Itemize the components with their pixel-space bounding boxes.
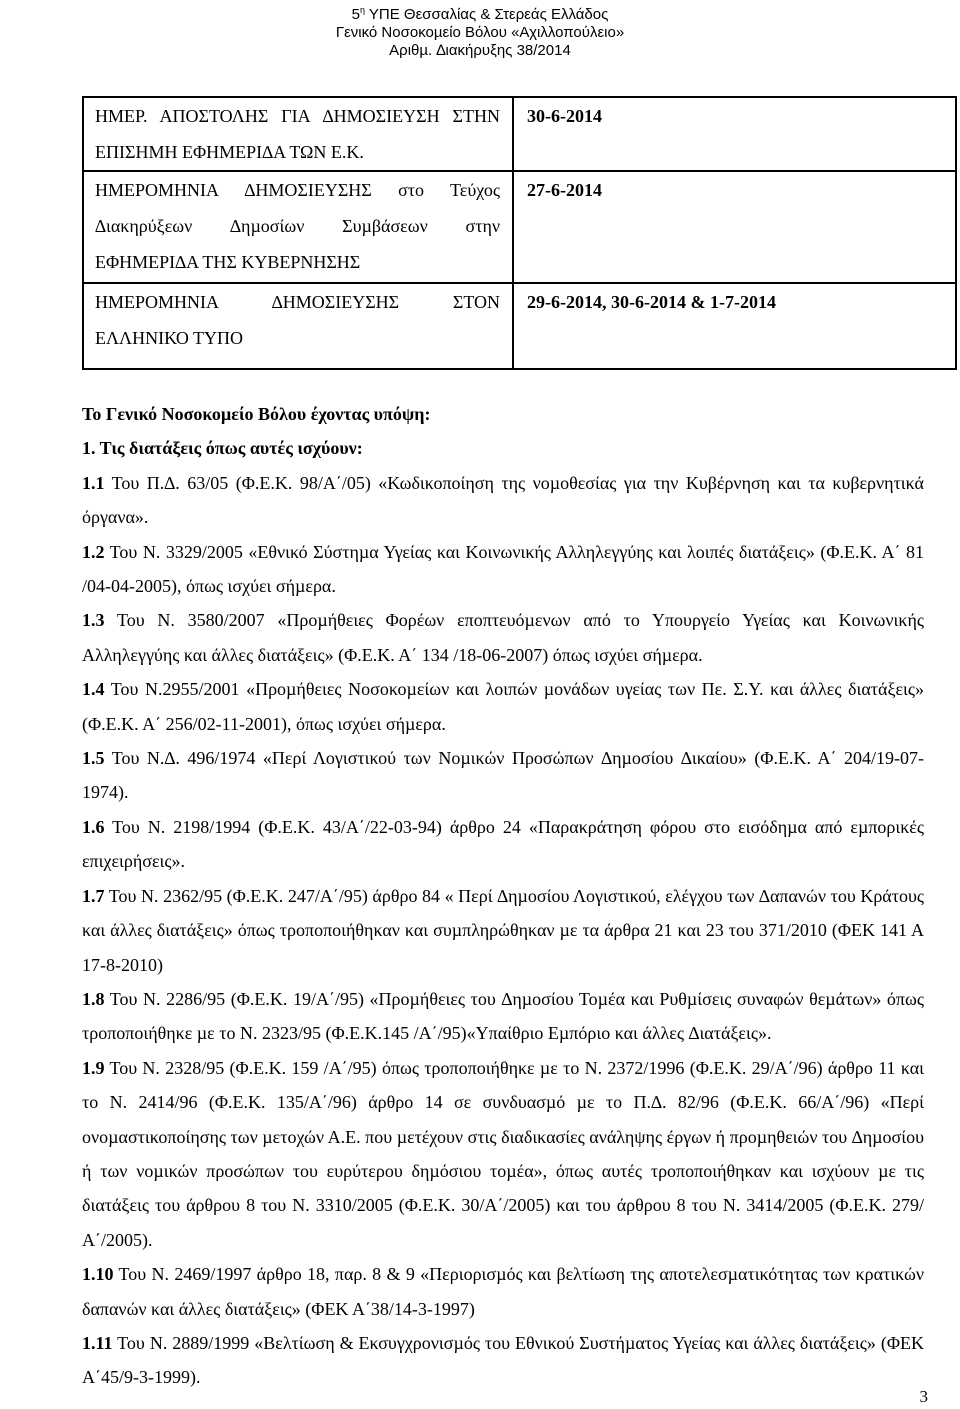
list-item: 1.3 Του Ν. 3580/2007 «Προµήθειες Φορέων εποπτευόµενων από το Υπουργείο Υγείας και Κοινωνικής Αλληλεγγύης και άλλες διατάξεις» (Φ.Ε.Κ. Α΄ 134 /18-06-2007) όπως ισχύει σήµερα. [82,610,924,665]
list-item: 1.8 Του Ν. 2286/95 (Φ.Ε.Κ. 19/Α΄/95) «Προµήθειες του ∆ηµοσίου Τοµέα και Ρυθµίσεις συναφών θεµάτων» όπως τροποποιήθηκε µε το Ν. 2323/95 (Φ.Ε.Κ.145 /Α΄/95)«Υπαίθριο Εµπόριο και άλλες ∆ιατάξεις». [82,988,924,1044]
table-row [83,97,956,171]
publication-dates-table [82,96,957,370]
section-title: 1. Τις διατάξεις όπως αυτές ισχύουν: [82,438,363,459]
list-item: 1.6 Του Ν. 2198/1994 (Φ.Ε.Κ. 43/Α΄/22-03-94) άρθρο 24 «Παρακράτηση φόρου στο εισόδηµα από εµπορικές επιχειρήσεις». [82,816,924,872]
header-line-2: Γενικό Νοσοκοµείο Βόλου «Αχιλλοπούλειο» [335,24,625,41]
row-label: ΗΜΕΡΟΜΗΝΙΑ ∆ΗΜΟΣΙΕΥΣΗΣ ΣΤΟΝ ΕΛΛΗΝΙΚΟ ΤΥΠΟ [83,283,513,369]
list-item: 1.9 Του Ν. 2328/95 (Φ.Ε.Κ. 159 /Α΄/95) όπως τροποποιήθηκε µε το Ν. 2372/1996 (Φ.Ε.Κ. 29/Α΄/96) άρθρο 11 και το Ν. 2414/96 (Φ.Ε.Κ. 135/Α΄/96) άρθρο 14 σε συνδυασµό µε το Π.∆. 82/96 (Φ.Ε.Κ. 66/Α΄/96) «Περί ονοµαστικοποίησης των µετοχών Α.Ε. που µετέχουν στις διαδικασίες ανάληψης έργων ή προµηθειών του ∆ηµοσίου ή των νοµικών προσώπων του ευρύτερου δηµόσιου τοµέα», όπως αυτές τροποποιήθηκαν και ισχύουν µε τις διατάξεις του άρθρου 8 του Ν. 3310/2005 (Φ.Ε.Κ. 30/Α΄/2005) και του άρθρου 8 του Ν. 3414/2005 (Φ.Ε.Κ. 279/Α΄/2005). [82,1057,924,1250]
row-value: 30-6-2014 [513,97,956,171]
list-item: 1.11 Του Ν. 2889/1999 «Βελτίωση & Εκσυγχρονισµός του Εθνικού Συστήµατος Υγείας και άλλες διατάξεις» (ΦΕΚ Α΄45/9-3-1999). [82,1332,924,1388]
table-row [83,171,956,283]
list-item: 1.5 Του Ν.∆. 496/1974 «Περί Λογιστικού των Νοµικών Προσώπων ∆ηµοσίου ∆ικαίου» (Φ.Ε.Κ. Α΄ 204/19-07-1974). [82,748,924,803]
row-label: ΗΜΕΡ. ΑΠΟΣΤΟΛΗΣ ΓΙΑ ∆ΗΜΟΣΙΕΥΣΗ ΣΤΗΝ ΕΠΙΣΗΜΗ ΕΦΗΜΕΡΙ∆Α ΤΩΝ Ε.Κ. [83,97,513,171]
row-value: 27-6-2014 [513,171,956,283]
document-header [0,0,960,60]
page-number: 3 [919,1387,928,1406]
header-line-1: $5^\eta$ ΥΠΕ Θεσσαλίας & Στερεάς Ελλάδος [351,5,609,23]
row-label: ΗΜΕΡΟΜΗΝΙΑ ∆ΗΜΟΣΙΕΥΣΗΣ στο Τεύχος ∆ιακηρύξεων ∆ηµοσίων Συµβάσεων στην ΕΦΗΜΕΡΙ∆Α ΤΗΣ ΚΥΒΕΡΝΗΣΗΣ [83,171,513,283]
row-value: 29-6-2014, 30-6-2014 & 1-7-2014 [513,283,956,369]
document-body [82,397,924,1395]
list-item: 1.10 Του Ν. 2469/1997 άρθρο 18, παρ. 8 & 9 «Περιορισµός και βελτίωση της αποτελεσµατικότητας των κρατικών δαπανών και άλλες διατάξεις» (ΦΕΚ Α΄38/14-3-1997) [82,1264,924,1319]
list-item: 1.1 Του Π.∆. 63/05 (Φ.Ε.Κ. 98/Α΄/05) «Κωδικοποίηση της νοµοθεσίας για την Κυβέρνηση και τα κυβερνητικά όργανα». [82,472,924,528]
table-row [83,283,956,369]
list-item: 1.4 Του Ν.2955/2001 «Προµήθειες Νοσοκοµείων και λοιπών µονάδων υγείας των Πε. Σ.Υ. και άλλες διατάξεις» (Φ.Ε.Κ. Α΄ 256/02-11-2001), όπως ισχύει σήµερα. [82,679,924,734]
list-item: 1.7 Του Ν. 2362/95 (Φ.Ε.Κ. 247/Α΄/95) άρθρο 84 « Περί ∆ηµοσίου Λογιστικού, ελέγχου των ∆απανών του Κράτους και άλλες διατάξεις» όπως τροποποιήθηκαν και συµπληρώθηκαν µε τα άρθρα 21 και 23 του 371/2010 (ΦΕΚ 141 Α 17-8-2010) [82,885,924,975]
intro-line: Το Γενικό Νοσοκοµείο Βόλου έχοντας υπόψη: [82,404,431,424]
list-item: 1.2 Του Ν. 3329/2005 «Εθνικό Σύστηµα Υγείας και Κοινωνικής Αλληλεγγύης και λοιπές διατάξεις» (Φ.Ε.Κ. Α΄ 81 /04-04-2005), όπως ισχύει σήµερα. [82,541,924,597]
header-line-3: Αριθµ. ∆ιακήρυξης 38/2014 [389,42,571,59]
